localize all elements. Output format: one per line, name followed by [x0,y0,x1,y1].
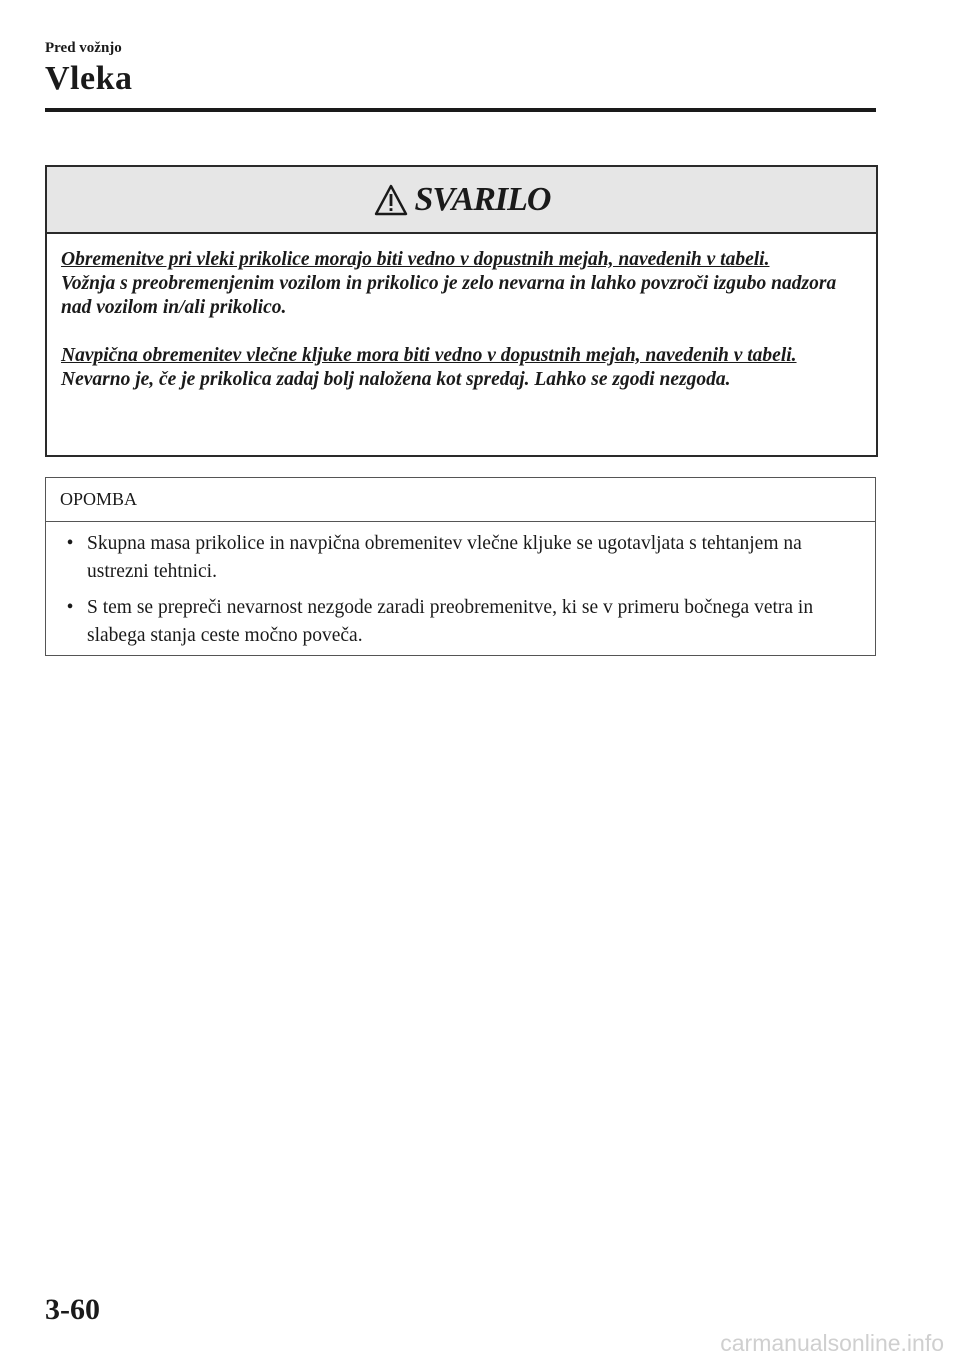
watermark: carmanualsonline.info [720,1330,944,1356]
list-item [60,594,861,650]
warning-body [47,234,876,392]
warning-box [45,165,878,457]
warning-limit-text: Obremenitve pri vleki prikolice morajo biti vedno v dopustnih mejah, navedenih v tabeli. [61,249,770,270]
warning-paragraph [61,344,862,392]
note-text: Skupna masa prikolice in navpična obremenitev vlečne kljuke se ugotavljata s tehtanjem na ustrezni tehtnici. [87,533,802,582]
bullet-icon: • [66,533,74,554]
warning-text: Vožnja s preobremenjenim vozilom in prikolico je zelo nevarna in lahko povzroči izgubo nadzora nad vozilom in/ali prikolico. [61,273,837,318]
warning-header [47,167,876,234]
section-label: Pred vožnjo [45,40,122,56]
title-rule [45,108,876,112]
note-text: S tem se prepreči nevarnost nezgode zaradi preobremenitve, ki se v primeru bočnega vetra in slabega stanja ceste močno poveča. [87,597,814,646]
list-item [60,530,861,586]
warning-triangle-icon [373,183,409,217]
note-title: OPOMBA [46,478,875,522]
warning-limit-text: Navpična obremenitev vlečne kljuke mora biti vedno v dopustnih mejah, navedenih v tabeli. [61,345,797,366]
bullet-icon: • [66,597,74,618]
warning-text: Nevarno je, če je prikolica zadaj bolj naložena kot spredaj. Lahko se zgodi nezgoda. [61,369,731,390]
note-list [46,522,875,650]
warning-title: SVARILO [414,180,551,218]
note-box [45,477,876,656]
page-number: 3-60 [45,1293,100,1326]
page-title: Vleka [45,60,133,97]
warning-paragraph [61,248,862,320]
